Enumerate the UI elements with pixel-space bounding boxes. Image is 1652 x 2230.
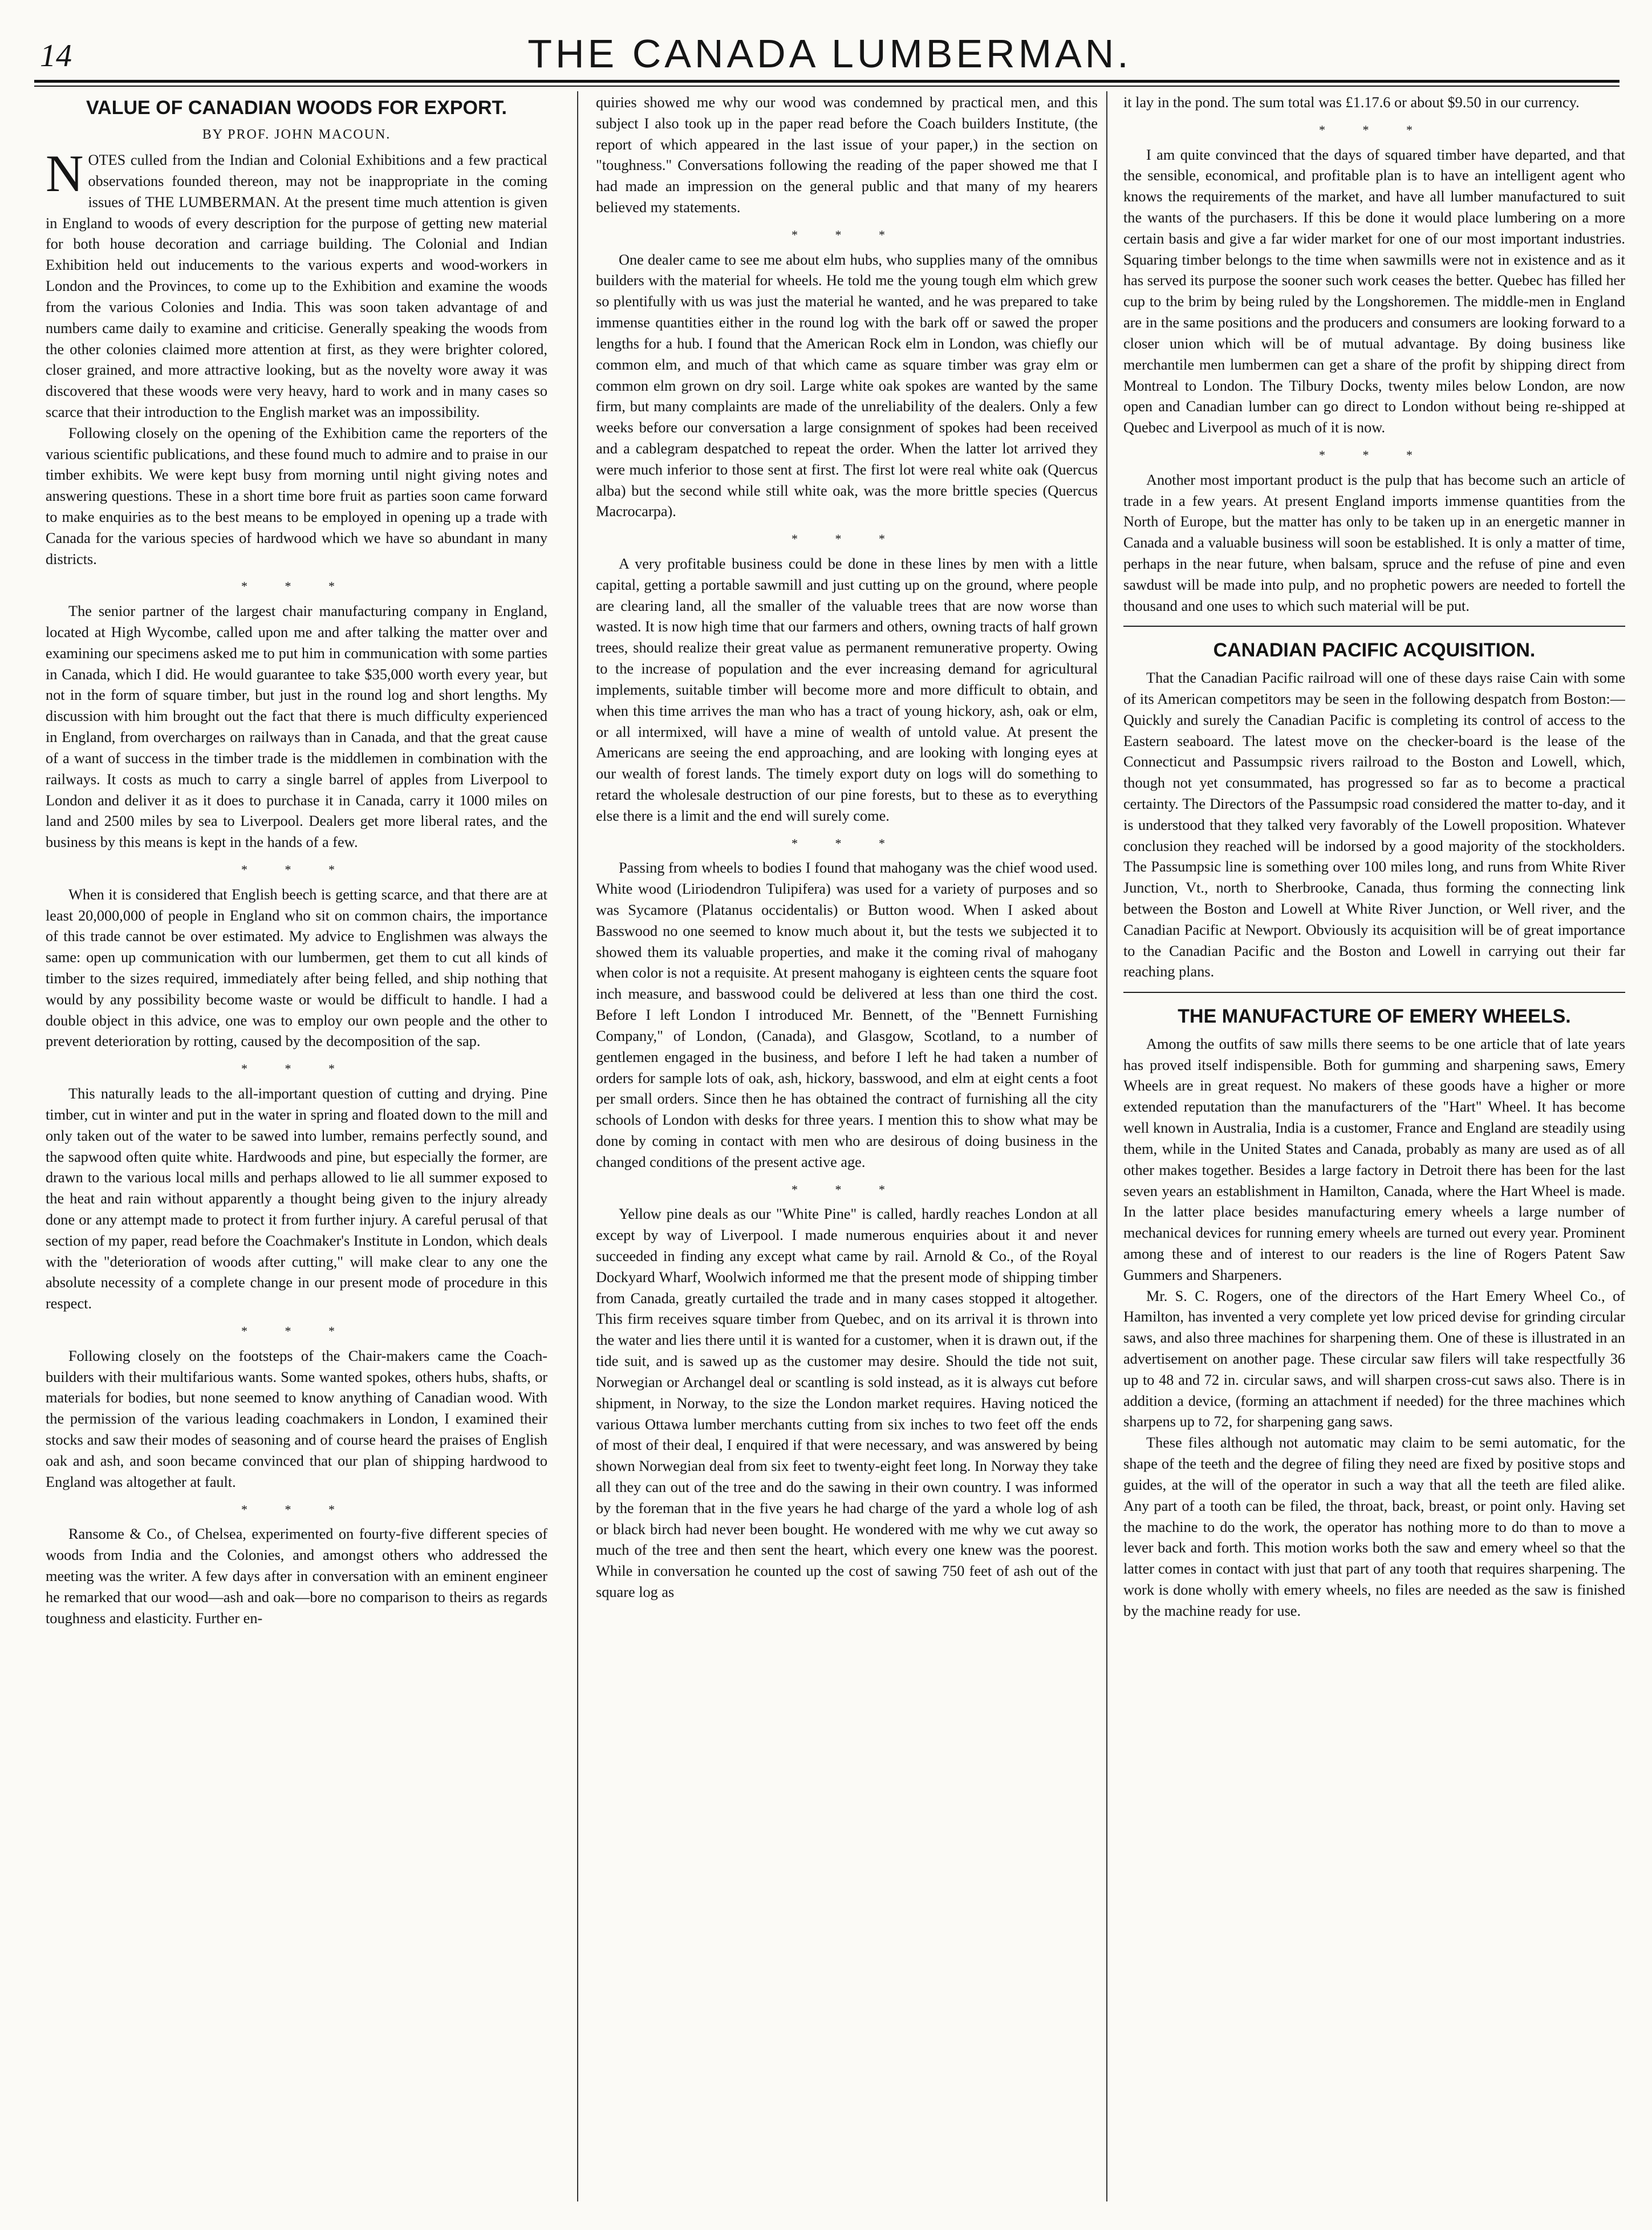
section-separator: * * * (792, 227, 902, 242)
article-paragraph: Following closely on the footsteps of the Chair-makers came the Coach-builders with their multifarious wants. Some wanted spokes, others hubs, shafts, or materials for bodies, but none seemed to know anything of Canadian wood. With the permission of the various leading coachmakers in London, I examined their stocks and saw their modes of seasoning and of course heard the praises of English oak and ash, and soon became convinced that our plan of shipping hardwood to England was altogether at fault. (46, 1347, 547, 1490)
article-byline: BY PROF. JOHN MACOUN. (202, 127, 391, 142)
article-paragraph: That the Canadian Pacific railroad will one of these days raise Cain with some of its American competitors may be seen in the following despatch from Boston:—Quickly and surely the Canadian Pacific is completing its control of access to the Eastern seaboard. The latest move on the checker-board is the lease of the Connecticut and Passumpsic rivers railroad to the Boston and Lowell, which, though not yet consummated, has progressed so far as to become a practical certainty. The Directors of the Passumpsic road considered the matter to-day, and it is understood that they talked very favorably of the Lowell proposition. Whatever conclusion they reached will be indorsed by a good majority of the stockholders. The Passumpsic line is something over 100 miles long, and runs from White River Junction, Vt., north to Sherbrooke, Canada, thus forming the connecting link between the Boston and Lowell at White River Junction, or Well river, and the Canadian Pacific at Newport. Obviously its acquisition will be of great importance to the Canadian Pacific and the Boston and Lowell in carrying out their far reaching plans. (1123, 670, 1625, 980)
section-separator: * * * (1319, 447, 1430, 462)
article-paragraph: A very profitable business could be done in these lines by men with a little capital, getting a portable sawmill and just cutting up on the ground, where people are clearing land, all the smaller of the valuable trees that are now worse than wasted. It is now high time that our farmers and others, owning tracts of half grown trees, should realize their great value as permanent remunerative property. Owing to the increase of population and the ever increasing demand for agricultural implements, suitable timber will become more and more difficult to obtain, and when this time arrives the man who has a tract of young hickory, ash, oak or elm, or all intermixed, will have a mine of wealth of untold value. At present the Americans are seeing the end approaching, and are looking with longing eyes at our wealth of forest lands. The timely export duty on logs will do something to retard the wholesale destruction of our pine forests, but to these as to everything else there is a limit and the end will surely come. (596, 556, 1098, 824)
article-rule (1123, 992, 1625, 993)
article-paragraph: These files although not automatic may claim to be semi automatic, for the shape of the teeth and the degree of filing they need are fixed by positive stops and guides, at the will of the operator in such a way that all the teeth are filed alike. Any part of a tooth can be filed, the throat, back, breast, or point only. Having set the machine to do the work, the operator has nothing more to do than to move a lever back and forth. This motion works both the saw and emery wheel so that the latter comes in contact with just that part of any tooth that requires sharpening. The work is done wholly with emery wheels, no files are needed as the saw is finished by the machine ready for use. (1123, 1434, 1625, 1619)
masthead-rule (34, 80, 1619, 83)
article-paragraph: it lay in the pond. The sum total was £1.17.6 or about $9.50 in our currency. (1123, 94, 1580, 111)
article-paragraph: Ransome & Co., of Chelsea, experimented on fourty-five different species of woods from India and the Colonies, and amongst others who addressed the meeting was the writer. A few days after in conversation with an eminent engineer he remarked that our wood—ash and oak—bore no comparison to theirs as regards toughness and elasticity. Further en- (46, 1526, 547, 1627)
article-paragraph: This naturally leads to the all-important question of cutting and drying. Pine timber, cut in winter and put in the water in spring and floated down to the mill and only taken out of the water to be sawed into lumber, remains perfectly sound, and the sapwood often quite white. Hardwoods and pine, but especially the former, are drawn to the various local mills and perhaps allowed to lie all summer exposed to the heat and rain without apparently a thought being given to the injury already done or any attempt made to protect it from further injury. A careful perusal of that section of my paper, read before the Coachmaker's Institute in London, which deals with the "deterioration of woods after cutting," will make clear to any one the absolute necessity of a complete change in our present mode of procedure in this respect. (46, 1085, 547, 1312)
article-rule (1123, 626, 1625, 627)
publication-title: THE CANADA LUMBERMAN. (527, 31, 1132, 76)
article-headline: CANADIAN PACIFIC ACQUISITION. (1213, 639, 1536, 662)
article-paragraph: Among the outfits of saw mills there seems to be one article that of late years has proved itself indispensible. Both for gumming and sharpening saws, Emery Wheels are in great request. No makers of these goods have a higher or more extended reputation than the manufacturers of the "Hart" Wheel. It has become well known in Australia, India is a customer, France and England are steadily using them, while in the United States and Canada, probably as many are used as of all other makes together. Besides a large factory in Detroit there has been for the last seven years an establishment in Hamilton, Canada, where the Hart Wheel is made. In the latter place besides manufacturing emery wheels a large number of mechanical devices for running emery wheels are turned out every year. Prominent among these and of interest to our readers is the line of Rogers Patent Saw Gummers and Sharpeners. (1123, 1035, 1625, 1283)
article-paragraph: The senior partner of the largest chair manufacturing company in England, located at High Wycombe, called upon me and after talking the matter over and examining our specimens asked me to put him in communication with some parties in Canada, which I did. He would guarantee to take $35,000 worth every year, but not in the form of square timber, but just in the round log and short lengths. My discussion with him brought out the fact that there is much difficulty experienced in England, from overcharges on railways than in Canada, and that the great cause of a want of success in the timber trade is the middlemen in combination with the railways. It costs as much to carry a single barrel of apples from Liverpool to London and deliver it as it does to purchase it in Canada, carry it 1000 miles on land and 2500 miles by sea to Liverpool. Dealers get more liberal rates, and the business by this means is kept in the hands of a few. (46, 603, 547, 851)
masthead (34, 27, 1625, 79)
article-headline: THE MANUFACTURE OF EMERY WHEELS. (1178, 1005, 1571, 1028)
section-separator: * * * (241, 579, 352, 594)
article-paragraph: Following closely on the opening of the Exhibition came the reporters of the various scientific publications, and these found much to admire and to praise in our timber exhibits. We were kept busy from morning until night giving notes and answering questions. These in a short time bore fruit as parties soon came forward to make enquiries as to the best means to be employed in opening up a trade with Canada for the various species of hardwood which we have so abundant in many districts. (46, 424, 547, 567)
page-number: 14 (40, 38, 72, 74)
article-paragraph: One dealer came to see me about elm hubs, who supplies many of the omnibus builders with the material for wheels. He told me the young tough elm which grew so plentifully with us was just the material he wanted, and he was prepared to take immense quantities either in the round log with the bark off or sawed the proper lengths for a hub. I found that the American Rock elm in London, was chiefly our common elm, and much of that which came as square timber was gray elm or common elm grown on dry soil. Large white oak spokes are wanted by the same firm, but many complaints are made of the unreliability of the dealers. Only a few weeks before our conversation a large consignment of spokes had been received and a cablegram despatched to repeat the order. When the latter lot arrived they were much inferior to those sent at first. The first lot were real white oak (Quercus alba) but the second while still white oak, was the more brittle species (Quercus Macrocarpa). (596, 251, 1098, 520)
section-separator: * * * (241, 862, 352, 877)
section-separator: * * * (1319, 122, 1430, 137)
column-2 (596, 92, 1098, 2197)
column-1 (46, 92, 547, 2197)
article-headline: VALUE OF CANADIAN WOODS FOR EXPORT. (86, 97, 507, 119)
article-paragraph: Passing from wheels to bodies I found that mahogany was the chief wood used. White wood (Liriodendron Tulipifera) was used for a variety of purposes and so was Sycamore (Platanus occidentalis) or Button wood. When I asked about Basswood no one seemed to know much about it, but the tests we subjected it to showed them its valuable properties, and make it the coming rival of mahogany when color is not a requisite. At present mahogany is eighteen cents the square foot inch measure, and basswood could be delivered at less than one third the cost. Before I left London I introduced Mr. Bennett, of the "Bennett Furnishing Company," of London, (Canada), and Glasgow, Scotland, to a number of gentlemen engaged in the business, and before I left he had taken a number of orders for sample lots of oak, ash, hickory, basswood, and elm at eight cents a foot per small orders. Since then he has obtained the contract of furnishing all the city schools of London with desks for three years. I mention this to show what may be done by coming in contact with men who are desirous of doing business in the changed conditions of the present active age. (596, 859, 1098, 1170)
column-divider (577, 91, 578, 2201)
column-divider (1106, 91, 1107, 2201)
article-paragraph: Yellow pine deals as our "White Pine" is called, hardly reaches London at all except by way of Liverpool. I made numerous enquiries about it and never succeeded in finding any except what came by rail. Arnold & Co., of the Royal Dockyard Wharf, Woolwich informed me that the present mode of shipping timber from Canada, greatly curtailed the trade and in many cases stopped it altogether. This firm receives square timber from Quebec, and on its arrival it is thrown into the water and lies there until it is wanted for a customer, when it is drawn out, if the tide suit, and is sawed up as the customer may desire. Should the tide not suit, Norwegian or Archangel deal or scantling is sold instead, as it is always cut before shipment, in Norway, to the size the London market requires. Having noticed the various Ottawa lumber merchants cutting from six inches to two feet off the ends of most of their deal, I enquired if that were necessary, and was answered by being shown Norwegian deal from six feet to twenty-eight feet long. In Norway they take all they can out of the tree and do the sawing in their own country. I was informed by the foreman that in the five years he had charge of the yard a whole log of ash or black birch had never been bought. He wondered with me why we cut away so much of the tree and then sent the heart, which every one knew was the poorest. While in conversation he counted up the cost of sawing 750 feet of ash out of the square log as (596, 1206, 1098, 1600)
article-paragraph: Another most important product is the pulp that has become such an article of trade in a few years. At present England imports immense quantities from the North of Europe, but the matter has only to be taken up in an energetic manner in Canada and a valuable business will soon be established. It is only a matter of time, perhaps in the near future, when balsam, spruce and the refuse of pine and even sawdust will be made into pulp, and no prophetic powers are needed to fortell the thousand and one uses to which such material will be put. (1123, 471, 1625, 614)
article-paragraph (46, 144, 547, 423)
column-3 (1123, 92, 1625, 2197)
article-paragraph: When it is considered that English beech is getting scarce, and that there are at least 20,000,000 of people in England who sit on common chairs, the importance of this trade cannot be over estimated. My advice to Englishmen was always the same: open up communication with our lumbermen, get them to cut all kinds of timber to the sizes required, immediately after being felled, and ship nothing that would by any possibility become waste or would be difficult to handle. I had a double object in this advice, one was to employ our own people and the other to prevent deterioration by rotting, caused by the decomposition of the sap. (46, 886, 547, 1050)
article-paragraph: I am quite convinced that the days of squared timber have departed, and that the sensible, economical, and profitable plan is to have an intelligent agent who knows the requirements of the market, and have all lumber manufactured to suit the wants of the purchasers. If this be done it would place lumbering on a more certain basis and give a far wider market for one of our most important industries. Squaring timber belongs to the time when sawmills were not in existence and as it has served its purpose the sooner such work ceases the better. Quebec has filled her cup to the brim by being ruled by the Longshoremen. The middle-men in England are in the same positions and the producers and consumers are looking forward to a closer union which will be of mutual advantage. By doing business like merchantile men lumbermen can get a share of the profit by shipping direct from Montreal to London. The Tilbury Docks, twenty miles below London, are now open and Canadian lumber can go direct to London without being re-shipped at Quebec and Liverpool as much of it is now. (1123, 146, 1625, 436)
section-separator: * * * (241, 1502, 352, 1517)
masthead-rule-thin (34, 86, 1619, 87)
section-separator: * * * (792, 1182, 902, 1197)
section-separator: * * * (792, 836, 902, 850)
section-separator: * * * (241, 1324, 352, 1339)
article-paragraph: quiries showed me why our wood was condemned by practical men, and this subject I also took up in the paper read before the Coach builders Institute, (the report of which appeared in the last issue of your paper,) in the section on "toughness." Conversations following the reading of the paper showed me that I had made an impression on the general public and that many of my hearers believed my statements. (596, 94, 1098, 216)
section-separator: * * * (792, 532, 902, 546)
paragraph-text: OTES culled from the Indian and Colonial Exhibitions and a few practical observations founded thereon, may not be inappropriate in the coming issues of THE LUMBERMAN. At the present time much attention is given in England to woods of every description for the purpose of getting new material for both house decoration and carriage building. The Colonial and Indian Exhibition held out inducements to the various experts and wood-workers in London and the Provinces, to come up to the Exhibition and examine the woods from the various Colonies and India. This was soon taken advantage of and numbers came daily to examine and criticise. Generally speaking the woods from the other colonies claimed more attention at first, as they were brighter colored, closer grained, and more attractive looking, but as the novelty wore away it was discovered that these woods were very heavy, hard to work and in many cases so scarce that their introduction to the English market was an impossibility. (46, 152, 547, 420)
section-separator: * * * (241, 1061, 352, 1076)
article-paragraph: Mr. S. C. Rogers, one of the directors of the Hart Emery Wheel Co., of Hamilton, has invented a very complete yet low priced devise for grinding circular saws, and also three machines for sharpening them. One of these is illustrated in an advertisement on another page. These circular saw filers will take respectfully 36 up to 48 and 72 in. circular saws, and will sharpen cross-cut saws also. There is in addition a device, (forming an attachment if needed) for the three machines which sharpens up to 72, for sharpening gang saws. (1123, 1287, 1625, 1430)
drop-cap: N (46, 144, 84, 203)
